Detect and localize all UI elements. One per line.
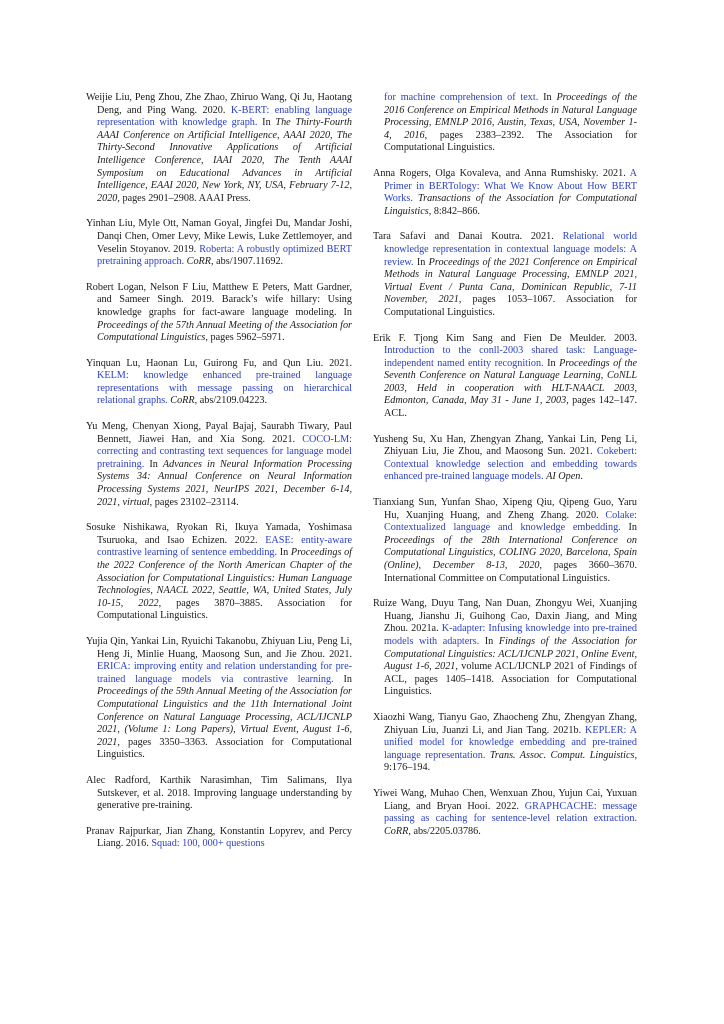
reference-authors: Sosuke Nishikawa, Ryokan Ri, Ikuya Yamada, Yoshimasa Tsuruoka, and Isao Echizen. 2022. <box>86 522 352 546</box>
reference-authors: Tara Safavi and Danai Koutra. 2021. <box>373 231 554 243</box>
reference-entry <box>86 421 352 509</box>
reference-title-link[interactable]: KELM: knowledge enhanced pre-trained language representations with message passing on hierarchical relational graphs. <box>97 370 352 407</box>
reference-entry <box>373 434 637 484</box>
reference-title-link[interactable]: Relational world knowledge representation in contextual language models: A review. <box>384 231 638 268</box>
reference-authors: Yiwei Wang, Muhao Chen, Wenxuan Zhou, Yujun Cai, Yuxuan Liang, and Bryan Hooi. 2022. <box>373 787 637 812</box>
reference-authors: Alec Radford, Karthik Narasimhan, Tim Salimans, Ilya Sutskever, et al. 2018. Improving language understanding by generative pre-training. <box>86 774 352 812</box>
reference-authors: Erik F. Tjong Kim Sang and Fien De Meulder. 2003. <box>373 332 637 344</box>
reference-entry <box>86 218 352 268</box>
reference-entry <box>86 358 352 408</box>
reference-title-link[interactable]: ERICA: improving entity and relation understanding for pre-trained language models via contrastive learning. <box>97 661 352 685</box>
reference-entry <box>86 826 352 851</box>
reference-details: , pages 2901–2908. AAAI Press. <box>117 192 251 204</box>
reference-continuation <box>373 92 637 155</box>
reference-title-link[interactable]: Colake: Contextualized language and knowledge embedding. <box>384 509 637 534</box>
reference-venue: Transactions of the Association for Computational Linguistics <box>384 193 637 217</box>
reference-details: , pages 3660–3670. International Committee on Computational Linguistics. <box>384 560 638 584</box>
reference-venue: Advances in Neural Information Processing Systems 34: Annual Conference on Neural Information Processing Systems 2021, NeurIPS 2021, December 6-14, 2021, virtual <box>97 458 353 508</box>
reference-title-link[interactable]: Cokebert: Contextual knowledge selection and embedding towards enhanced pre-trained language models. <box>384 446 637 483</box>
reference-authors: Anna Rogers, Olga Kovaleva, and Anna Rumshisky. 2021. <box>373 167 626 179</box>
reference-venue: CoRR <box>384 825 409 837</box>
reference-title-link[interactable]: A Primer in BERTology: What We Know About How BERT Works. <box>384 167 638 205</box>
reference-authors: Ruize Wang, Duyu Tang, Nan Duan, Zhongyu Wei, Xuanjing Huang, Jianshu Ji, Guihong Cao, Daxin Jiang, and Ming Zhou. 2021a. <box>373 598 637 635</box>
reference-authors: Robert Logan, Nelson F Liu, Matthew E Peters, Matt Gardner, and Sameer Singh. 2019. Barack’s wife hillary: Using knowledge graphs for fact-aware language modeling. <box>86 281 352 318</box>
reference-details: , 9:176–194. <box>384 749 637 774</box>
reference-venue: Trans. Assoc. Comput. Linguistics <box>489 749 635 761</box>
reference-authors: Weijie Liu, Peng Zhou, Zhe Zhao, Zhiruo Wang, Qi Ju, Haotang Deng, and Ping Wang. 2020. <box>86 92 352 116</box>
right-column <box>373 92 637 851</box>
reference-title-link[interactable]: for machine comprehension of text. <box>384 92 539 103</box>
reference-venue: Proceedings of the 59th Annual Meeting of the Association for Computational Linguistics and the 11th International Joint Conference on Natural Language Processing, ACL/IJCNLP 2021, (Volume 1: Long Papers), Virtual Event, August 1-6, 2021 <box>97 686 352 748</box>
reference-venue: Proceedings of the Seventh Conference on Natural Language Learning, CoNLL 2003, Held in cooperation with HLT-NAACL 2003, Edmonton, Canada, May 31 - June 1, 2003 <box>384 357 638 407</box>
reference-details: , abs/1907.11692. <box>211 256 284 268</box>
reference-venue-prefix: In <box>279 547 289 559</box>
reference-entry <box>86 92 352 205</box>
reference-authors: Yinquan Lu, Haonan Lu, Guirong Fu, and Qun Liu. 2021. <box>86 357 352 369</box>
reference-venue-prefix: In <box>547 357 556 369</box>
reference-authors: Xiaozhi Wang, Tianyu Gao, Zhaocheng Zhu, Zhengyan Zhang, Zhiyuan Liu, Juanzi Li, and Jian Tang. 2021b. <box>373 711 637 736</box>
reference-details: , abs/2205.03786. <box>408 825 481 837</box>
reference-details: , pages 3350–3363. Association for Computational Linguistics. <box>97 736 352 761</box>
reference-title-link[interactable]: COCO-LM: correcting and contrasting text sequences for language model pretraining. <box>97 433 353 470</box>
reference-entry <box>373 788 637 838</box>
reference-details: , pages 2383–2392. The Association for Computational Linguistics. <box>384 129 637 154</box>
reference-details: , volume ACL/IJCNLP 2021 of Findings of ACL, pages 1405–1418. Association for Computational Linguistics. <box>384 661 637 698</box>
reference-entry <box>86 636 352 762</box>
reference-title-link[interactable]: K-adapter: Infusing knowledge into pre-trained models with adapters. <box>384 623 637 647</box>
reference-title-link[interactable]: GRAPHCACHE: message passing as caching for sentence-level relation extraction. <box>384 800 638 825</box>
reference-venue: Proceedings of the 28th International Conference on Computational Linguistics, COLING 2020, Barcelona, Spain (Online), December 8-13, 2020 <box>384 534 637 571</box>
reference-venue: Proceedings of the 2016 Conference on Empirical Methods in Natural Language Processing, EMNLP 2016, Austin, Texas, USA, November 1-4, 2016 <box>384 92 638 141</box>
reference-venue: CoRR <box>170 395 195 407</box>
reference-entry <box>86 522 352 623</box>
reference-title-link[interactable]: Roberta: A robustly optimized BERT pretraining approach. <box>97 243 352 268</box>
reference-title-link[interactable]: Squad: 100, 000+ questions <box>151 838 265 850</box>
reference-details: , pages 3870–3885. Association for Computational Linguistics. <box>97 597 352 622</box>
reference-authors: Tianxiang Sun, Yunfan Shao, Xipeng Qiu, Qipeng Guo, Yaru Hu, Xuanjing Huang, and Zheng Zhang. 2020. <box>373 497 637 521</box>
reference-authors: Yusheng Su, Xu Han, Zhengyan Zhang, Yankai Lin, Peng Li, Zhiyuan Liu, Jie Zhou, and Maosong Sun. 2021. <box>373 433 637 458</box>
reference-venue: Proceedings of the 2022 Conference of the North American Chapter of the Association for Computational Linguistics: Human Language Technologies, NAACL 2022, Seattle, WA, United States, July 10-15, 2022 <box>97 547 352 609</box>
reference-entry <box>373 168 637 218</box>
reference-title-link[interactable]: K-BERT: enabling language representation with knowledge graph. <box>97 104 352 129</box>
reference-authors: Pranav Rajpurkar, Jian Zhang, Konstantin Lopyrev, and Percy Liang. 2016. <box>86 825 352 850</box>
reference-details: , pages 23102–23114. <box>149 496 239 508</box>
reference-venue-prefix: In <box>628 522 637 534</box>
reference-entry <box>86 775 352 813</box>
reference-details: , abs/2109.04223. <box>194 395 268 407</box>
reference-entry <box>373 231 637 319</box>
reference-venue-prefix: In <box>262 117 271 129</box>
reference-authors: Yu Meng, Chenyan Xiong, Payal Bajaj, Saurabh Tiwary, Paul Bennett, Jiawei Han, and Xia Song. 2021. <box>86 421 352 445</box>
reference-authors: Yinhan Liu, Myle Ott, Naman Goyal, Jingfei Du, Mandar Joshi, Danqi Chen, Omer Levy, Mike Lewis, Luke Zettlemoyer, and Veselin Stoyanov. 2019. <box>86 218 352 255</box>
reference-entry <box>373 497 637 585</box>
reference-venue: Proceedings of the 57th Annual Meeting of the Association for Computational Linguistics <box>97 319 352 344</box>
reference-entry <box>373 712 637 775</box>
reference-entry <box>86 282 352 345</box>
reference-venue: Findings of the Association for Computational Linguistics: ACL/IJCNLP 2021, Online Event, August 1-6, 2021 <box>384 635 637 673</box>
reference-entry <box>373 333 637 421</box>
reference-details: , 8:842–866. <box>428 205 480 217</box>
reference-venue: Proceedings of the 2021 Conference on Empirical Methods in Natural Language Processing, EMNLP 2021, Virtual Event / Punta Cana, Dominican Republic, 7-11 November, 2021 <box>384 256 638 306</box>
reference-details: . <box>580 471 583 483</box>
reference-title-link[interactable]: KEPLER: A unified model for knowledge embedding and pre-trained language representation. <box>384 724 637 761</box>
reference-venue: The Thirty-Fourth AAAI Conference on Artificial Intelligence, AAAI 2020, The Thirty-Second Innovative Applications of Artificial Intelligence Conference, IAAI 2020, The Tenth AAAI Symposium on Educational Advances in Artificial Intelligence, EAAI 2020, New York, NY, USA, February 7-12, 2020 <box>97 117 353 204</box>
reference-authors: Yujia Qin, Yankai Lin, Ryuichi Takanobu, Zhiyuan Liu, Peng Li, Heng Ji, Minlie Huang, Maosong Sun, and Jie Zhou. 2021. <box>86 635 352 660</box>
left-column <box>86 92 352 864</box>
reference-details: , pages 142–147. ACL. <box>384 395 637 420</box>
reference-venue-prefix: In <box>484 635 494 647</box>
reference-venue-prefix: In <box>343 306 352 318</box>
reference-venue: CoRR <box>186 256 212 268</box>
reference-venue-prefix: In <box>543 92 552 103</box>
reference-title-link[interactable]: Introduction to the conll-2003 shared task: Language-independent named entity recognition. <box>384 345 637 369</box>
reference-entry <box>373 598 637 699</box>
reference-venue: AI Open <box>546 471 581 483</box>
reference-venue-prefix: In <box>416 256 426 268</box>
reference-venue-prefix: In <box>343 673 352 685</box>
reference-title-link[interactable]: EASE: entity-aware contrastive learning of sentence embedding. <box>97 534 352 559</box>
reference-details: , pages 1053–1067. Association for Computational Linguistics. <box>384 294 637 318</box>
reference-details: , pages 5962–5971. <box>205 332 285 344</box>
reference-venue-prefix: In <box>149 458 158 470</box>
